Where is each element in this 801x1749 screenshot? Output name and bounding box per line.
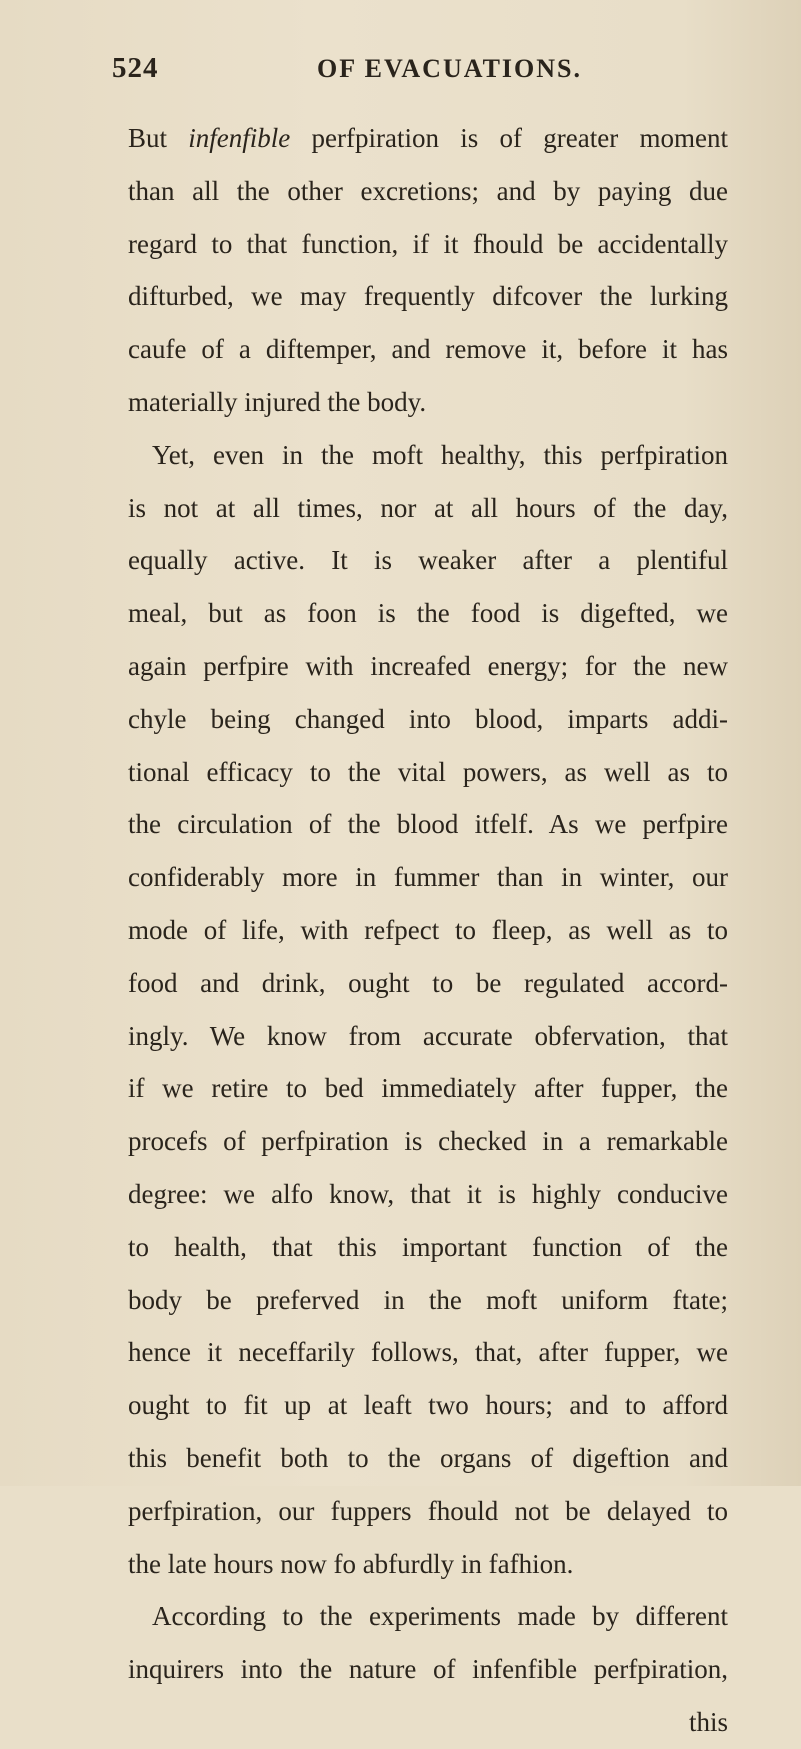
text-line-14: the circulation of the blood itfelf. As we perfpire — [128, 809, 728, 840]
text-line-7: Yet, even in the moft healthy, this perfpiration — [152, 439, 728, 470]
text-line-26: this benefit both to the organs of digeftion and — [128, 1442, 728, 1473]
text-line-10: meal, but as foon is the food is digefted, we — [128, 598, 728, 629]
first-line-lead: But — [128, 123, 189, 153]
text-line-22: to health, that this important function of the — [128, 1231, 728, 1262]
text-line-17: food and drink, ought to be regulated accord- — [128, 967, 728, 998]
text-line-28: the late hours now fo abfurdly in fafhion. — [128, 1548, 574, 1579]
text-line-15: confiderably more in fummer than in winter, our — [128, 862, 728, 893]
text-line-13: tional efficacy to the vital powers, as well as to — [128, 756, 728, 787]
text-line-4: difturbed, we may frequently difcover the lurking — [128, 281, 728, 312]
text-line-9: equally active. It is weaker after a plentiful — [128, 545, 728, 576]
italic-word: infenfible — [188, 123, 291, 153]
text-line-16: mode of life, with refpect to fleep, as well as to — [128, 914, 728, 945]
text-line-5: caufe of a diftemper, and remove it, before it has — [128, 334, 728, 365]
first-line-rest: perfpiration is of greater moment — [290, 123, 728, 153]
text-line-11: again perfpire with increafed energy; for the new — [128, 650, 728, 681]
text-line-19: if we retire to bed immediately after fupper, the — [128, 1073, 728, 1104]
body-text — [128, 112, 728, 1749]
text-line-30: inquirers into the nature of infenfible perfpiration, — [128, 1654, 728, 1685]
page-number: 524 — [112, 52, 159, 84]
page-header — [112, 52, 712, 92]
text-line-3: regard to that function, if it fhould be accidentally — [128, 228, 728, 259]
text-line-21: degree: we alfo know, that it is highly conducive — [128, 1178, 728, 1209]
text-line-24: hence it neceffarily follows, that, after fupper, we — [128, 1337, 728, 1368]
catchword: this — [688, 1706, 728, 1737]
text-line-18: ingly. We know from accurate obfervation, that — [128, 1020, 728, 1051]
text-line-25: ought to fit up at leaft two hours; and to afford — [128, 1390, 728, 1421]
text-line-12: chyle being changed into blood, imparts addi- — [128, 703, 728, 734]
text-line-29: According to the experiments made by different — [152, 1601, 728, 1632]
text-line-6: materially injured the body. — [128, 386, 427, 417]
text-line-2: than all the other excretions; and by paying due — [128, 175, 728, 206]
text-line-1 — [128, 112, 728, 165]
text-line-23: body be preferved in the moft uniform ftate; — [128, 1284, 728, 1315]
text-line-27: perfpiration, our fuppers fhould not be delayed to — [128, 1495, 728, 1526]
text-line-8: is not at all times, nor at all hours of the day, — [128, 492, 728, 523]
text-line-20: procefs of perfpiration is checked in a remarkable — [128, 1126, 728, 1157]
running-head: OF EVACUATIONS. — [317, 54, 583, 83]
